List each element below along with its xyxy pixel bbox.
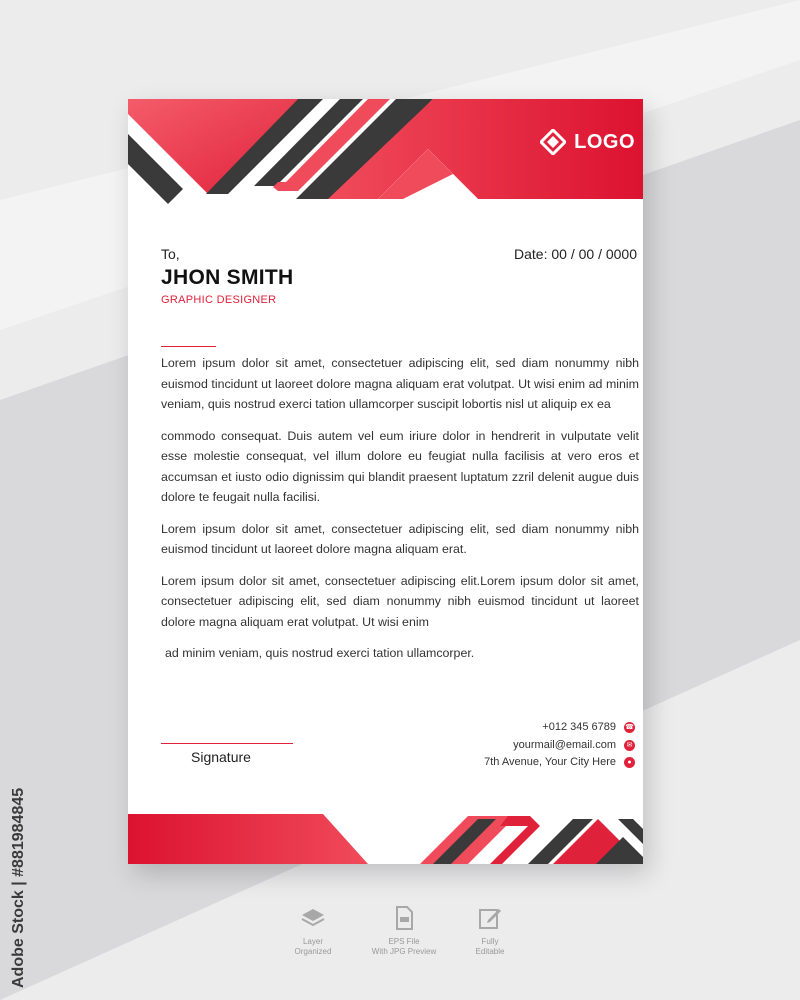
feature-editable xyxy=(445,905,535,957)
recipient-role: GRAPHIC DESIGNER xyxy=(161,294,277,306)
letter-body xyxy=(161,353,639,675)
letterhead-page xyxy=(128,99,643,864)
layers-icon xyxy=(300,905,326,931)
recipient-name: JHON SMITH xyxy=(161,266,294,289)
feature-layers-line2: Organized xyxy=(294,947,332,956)
feature-layers xyxy=(268,905,358,957)
paragraph: Lorem ipsum dolor sit amet, consectetuer adipiscing elit, sed diam nonummy nibh euismod tincidunt ut laoreet dolore magna aliquam erat volutpat. Ut wisi enim ad minim veniam, quis nostrud exerci tation ullamcorper suscipit lobortis nisl ut aliquip ex ea xyxy=(161,356,639,411)
paragraph: commodo consequat. Duis autem vel eum iriure dolor in hendrerit in vulputate velit esse molestie consequat, vel illum dolore eu feugiat nulla facilisis at vero eros et accumsan et iusto odio dignissim qui blandit praesent luptatum zzril delenit augue duis dolore te feugait nulla facilisi. xyxy=(161,428,639,504)
stock-watermark-text: Adobe Stock | #881984845 xyxy=(10,787,27,988)
to-label: To, xyxy=(161,246,180,262)
feature-editable-line2: Editable xyxy=(475,947,505,956)
accent-divider xyxy=(161,346,216,347)
signature-label: Signature xyxy=(191,749,251,765)
contact-phone-text: +012 345 6789 xyxy=(542,721,616,733)
paragraph: Lorem ipsum dolor sit amet, consectetuer adipiscing elit, sed diam nonummy nibh euismod tincidunt ut laoreet dolore magna aliquam erat. xyxy=(161,521,639,556)
feature-eps xyxy=(359,905,449,957)
paragraph: ad minim veniam, quis nostrud exerci tation ullamcorper. xyxy=(165,646,475,660)
feature-layers-line1: Layer xyxy=(302,937,323,946)
file-icon xyxy=(391,905,417,931)
edit-icon xyxy=(477,905,503,931)
contact-email-text: yourmail@email.com xyxy=(513,738,616,751)
contact-phone xyxy=(484,719,635,737)
phone-icon: ☎ xyxy=(625,724,634,732)
contact-email xyxy=(484,737,635,755)
footer-geometric-art xyxy=(128,814,643,864)
contact-address-text: 7th Avenue, Your City Here xyxy=(484,756,616,768)
date-field: Date: 00 / 00 / 0000 xyxy=(514,246,637,262)
feature-eps-line1: EPS File xyxy=(388,937,420,946)
logo xyxy=(540,129,635,155)
contact-block xyxy=(484,719,635,772)
location-pin-icon: ● xyxy=(624,757,635,768)
feature-row xyxy=(0,905,800,965)
mail-icon: ✉ xyxy=(624,740,635,751)
diamond-logo-icon xyxy=(540,129,566,155)
contact-address xyxy=(484,754,635,772)
feature-eps-line2: With JPG Preview xyxy=(371,947,437,956)
paragraph: Lorem ipsum dolor sit amet, consectetuer adipiscing elit.Lorem ipsum dolor sit amet, consectetuer adipiscing elit, sed diam nonummy nibh euismod tincidunt ut laoreet dolore magna aliquam erat volutpat. Ut wisi enim xyxy=(161,573,639,629)
feature-editable-line1: Fully xyxy=(481,937,499,946)
signature-line xyxy=(161,743,293,744)
logo-text: LOGO xyxy=(574,130,635,153)
